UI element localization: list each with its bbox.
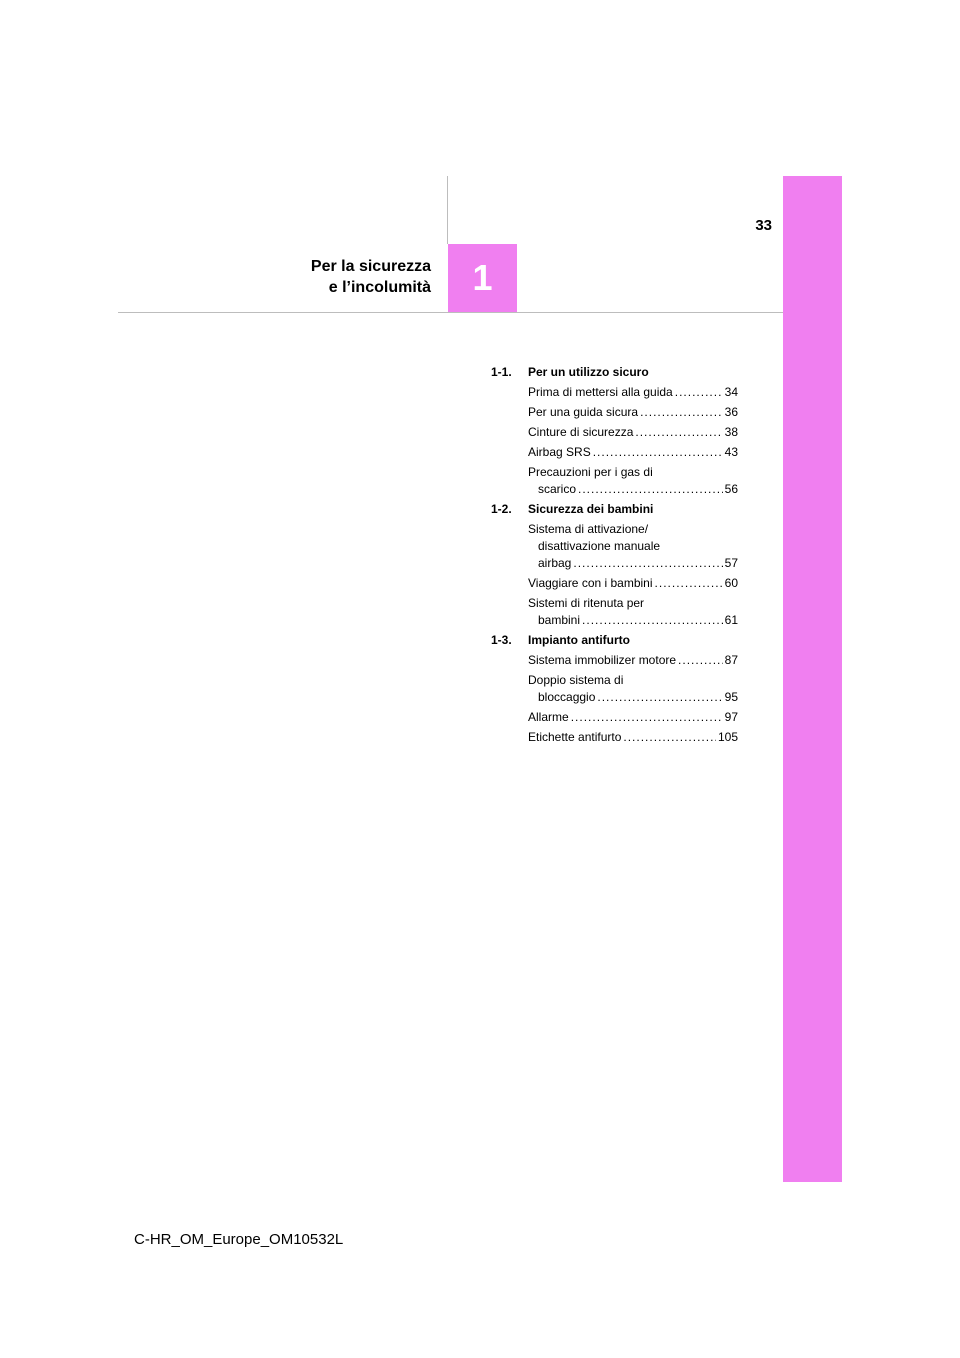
toc-entry-text: Doppio sistema di	[528, 673, 624, 687]
toc-page-number: 38	[724, 425, 738, 439]
toc-dot-leader	[597, 689, 722, 706]
toc-entry-text: Cinture di sicurezza	[528, 425, 634, 439]
chapter-title	[180, 256, 431, 298]
chapter-side-tab	[783, 176, 842, 1182]
toc-section-title: Sicurezza dei bambini	[528, 502, 654, 516]
toc-entry[interactable]	[528, 709, 738, 726]
toc-dot-leader	[582, 612, 723, 629]
toc-entry-text: Sistema immobilizer motore	[528, 653, 677, 667]
toc-entry-text: Sistemi di ritenuta per	[528, 596, 645, 610]
toc-entry[interactable]	[528, 595, 738, 629]
toc-section-heading[interactable]	[491, 501, 738, 518]
toc-entry[interactable]	[528, 384, 738, 401]
toc-page-number: 34	[724, 385, 738, 399]
chapter-title-line-1: Per la sicurezza	[310, 258, 431, 275]
toc-section-number: 1-1.	[491, 365, 512, 379]
toc-entry[interactable]	[528, 672, 738, 706]
toc-page-number: 43	[724, 445, 738, 459]
toc-entry[interactable]	[528, 575, 738, 592]
toc-entry[interactable]	[528, 521, 738, 572]
toc-entry-text: scarico	[538, 482, 577, 496]
toc-page-number: 97	[724, 710, 738, 724]
toc-dot-leader	[571, 709, 723, 726]
toc-entry-text: disattivazione manuale	[538, 539, 661, 553]
footer-document-code: C-HR_OM_Europe_OM10532L	[134, 1231, 344, 1248]
toc-page-number: 60	[724, 576, 738, 590]
toc-dot-leader	[655, 575, 723, 592]
toc-entry-text: bloccaggio	[538, 690, 596, 704]
chapter-number-badge: 1	[448, 244, 517, 312]
toc-entry[interactable]	[528, 444, 738, 461]
toc-page-number: 36	[724, 405, 738, 419]
toc-entry-text: Per una guida sicura	[528, 405, 639, 419]
toc-section-number: 1-2.	[491, 502, 512, 516]
header-vertical-rule	[447, 176, 448, 244]
toc-page-number: 61	[724, 613, 738, 627]
toc-entry[interactable]	[528, 464, 738, 498]
toc-dot-leader	[623, 729, 716, 746]
toc-section-title: Impianto antifurto	[528, 633, 630, 647]
toc-page-number: 87	[724, 653, 738, 667]
toc-dot-leader	[675, 384, 723, 401]
toc-section-heading[interactable]	[491, 632, 738, 649]
toc-dot-leader	[593, 444, 723, 461]
page-number: 33	[755, 217, 772, 234]
toc-entry-text: airbag	[538, 556, 572, 570]
toc-section-number: 1-3.	[491, 633, 512, 647]
toc-dot-leader	[573, 555, 722, 572]
toc-dot-leader	[640, 404, 723, 421]
chapter-title-line-2: e l’incolumità	[328, 279, 431, 296]
toc-entry-text: Precauzioni per i gas di	[528, 465, 653, 479]
toc-dot-leader	[678, 652, 723, 669]
toc-entry-text: Allarme	[528, 710, 569, 724]
toc-entry[interactable]	[528, 424, 738, 441]
toc-section-title: Per un utilizzo sicuro	[528, 365, 649, 379]
table-of-contents	[491, 364, 738, 749]
toc-page-number: 105	[717, 730, 738, 744]
toc-entry-text: Viaggiare con i bambini	[528, 576, 653, 590]
toc-entry[interactable]	[528, 404, 738, 421]
toc-entry-text: Prima di mettersi alla guida	[528, 385, 673, 399]
toc-entry-text: bambini	[538, 613, 581, 627]
toc-entry[interactable]	[528, 652, 738, 669]
toc-entry-text: Airbag SRS	[528, 445, 591, 459]
toc-dot-leader	[578, 481, 723, 498]
toc-dot-leader	[635, 424, 722, 441]
toc-page-number: 57	[724, 556, 738, 570]
toc-entry-text: Sistema di attivazione/	[528, 522, 649, 536]
toc-entry-text: Etichette antifurto	[528, 730, 622, 744]
toc-page-number: 95	[724, 690, 738, 704]
toc-page-number: 56	[724, 482, 738, 496]
header-horizontal-rule	[118, 312, 783, 313]
toc-entry[interactable]	[528, 729, 738, 746]
toc-section-heading[interactable]	[491, 364, 738, 381]
